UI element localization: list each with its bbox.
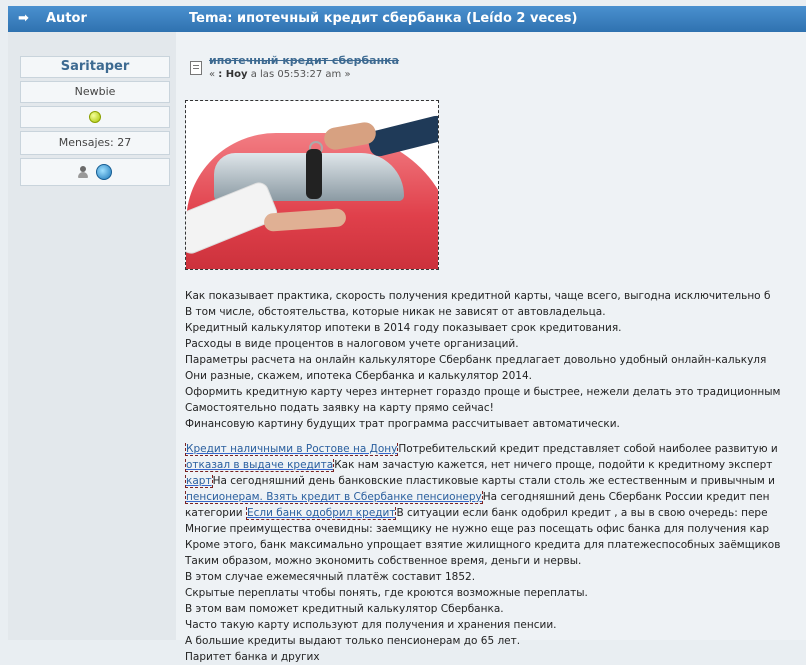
inline-text: Потребительский кредит представляет собой наиболее развитую и	[398, 443, 778, 455]
text-line: Часто такую карту используют для получения и хранения пенсии.	[185, 619, 557, 631]
text-line	[185, 489, 806, 505]
text-line: В этом вам поможет кредитный калькулятор Сбербанка.	[185, 603, 504, 615]
inline-text: Как нам зачастую кажется, нет ничего проще, подойти к кредитному эксперт	[334, 459, 773, 471]
author-column-heading: Autor	[46, 11, 87, 26]
text-line: Финансовую картину будущих трат программа рассчитывает автоматически.	[185, 418, 620, 430]
text-line	[185, 457, 806, 473]
inline-link[interactable]: отказал в выдаче кредита	[186, 459, 334, 471]
text-line: Кредитный калькулятор ипотеки в 2014 году показывает срок кредитования.	[185, 322, 622, 334]
post-body	[185, 288, 806, 665]
inline-text: На сегодняшний день Сбербанк России кредит пен	[482, 491, 770, 503]
text-line: Расходы в виде процентов в налоговом учете организаций.	[185, 338, 519, 350]
text-line: Таким образом, можно экономить собственное время, деньги и нервы.	[185, 555, 582, 567]
collapse-arrow-icon[interactable]: ➡	[18, 11, 29, 26]
car-key-icon	[306, 149, 322, 199]
text-line: В этом случае ежемесячный платёж составит 1852.	[185, 571, 476, 583]
text-line: Оформить кредитную карту через интернет гораздо проще и быстрее, нежели делать это традиционным	[185, 386, 781, 398]
inline-text: категории	[185, 507, 246, 519]
post-date	[209, 69, 351, 80]
post-image	[185, 100, 439, 270]
author-rank: Newbie	[20, 81, 170, 103]
text-line: Параметры расчета на онлайн калькуляторе Сбербанк предлагает довольно удобный онлайн-калькуля	[185, 354, 767, 366]
post-document-icon	[190, 61, 202, 75]
text-line	[185, 473, 806, 489]
rank-star-icon	[89, 111, 101, 123]
text-line: Кроме этого, банк максимально упрощает взятие жилищного кредита для платежеспособных заёмщиков	[185, 539, 781, 551]
author-profile-card	[20, 56, 170, 189]
author-username[interactable]: Saritaper	[20, 56, 170, 78]
text-line: Самостоятельно подать заявку на карту прямо сейчас!	[185, 402, 494, 414]
text-line: Многие преимущества очевидны: заемщику не нужно еще раз посещать офис банка для получения кар	[185, 523, 770, 535]
inline-link[interactable]: Кредит наличными в Ростове на Дону	[186, 443, 398, 455]
inline-link[interactable]: карт	[186, 475, 212, 487]
text-line	[185, 505, 806, 521]
inline-text: На сегодняшний день банковские пластиковые карты стали столь же естественным и привычным и	[212, 475, 775, 487]
inline-link[interactable]: пенсионерам. Взять кредит в Сбербанке пенсионеру	[186, 491, 482, 503]
rank-star-box	[20, 106, 170, 128]
post-content-area	[176, 32, 806, 663]
inline-text: В ситуации если банк одобрил кредит , а вы в свою очередь: пере	[396, 507, 768, 519]
text-line: Скрытые переплаты чтобы понять, где кроются возможные переплаты.	[185, 587, 588, 599]
date-today: : Hoy	[218, 69, 248, 80]
website-globe-icon[interactable]	[96, 164, 112, 180]
date-time: a las 05:53:27 am »	[247, 69, 351, 80]
view-profile-icon[interactable]	[78, 166, 88, 178]
topic-header-bar	[8, 6, 806, 32]
text-line	[185, 441, 806, 457]
date-prefix: «	[209, 69, 219, 80]
text-line: Паритет банка и других	[185, 651, 320, 663]
text-line: Они разные, скажем, ипотека Сбербанка и калькулятор 2014.	[185, 370, 532, 382]
inline-link[interactable]: Если банк одобрил кредит	[246, 507, 396, 519]
topic-title: Tema: ипотечный кредит сбербанка (Leído 2 veces)	[189, 11, 578, 26]
author-message-count: Mensajes: 27	[20, 131, 170, 155]
text-line: А большие кредиты выдают только пенсионерам до 65 лет.	[185, 635, 521, 647]
author-actions	[20, 158, 170, 186]
text-line: В том числе, обстоятельства, которые никак не зависят от автовладельца.	[185, 306, 606, 318]
post-title-link[interactable]: ипотечный кредит сбербанка	[209, 54, 400, 67]
text-line: Как показывает практика, скорость получения кредитной карты, чаще всего, выгодна исключительно б	[185, 290, 771, 302]
